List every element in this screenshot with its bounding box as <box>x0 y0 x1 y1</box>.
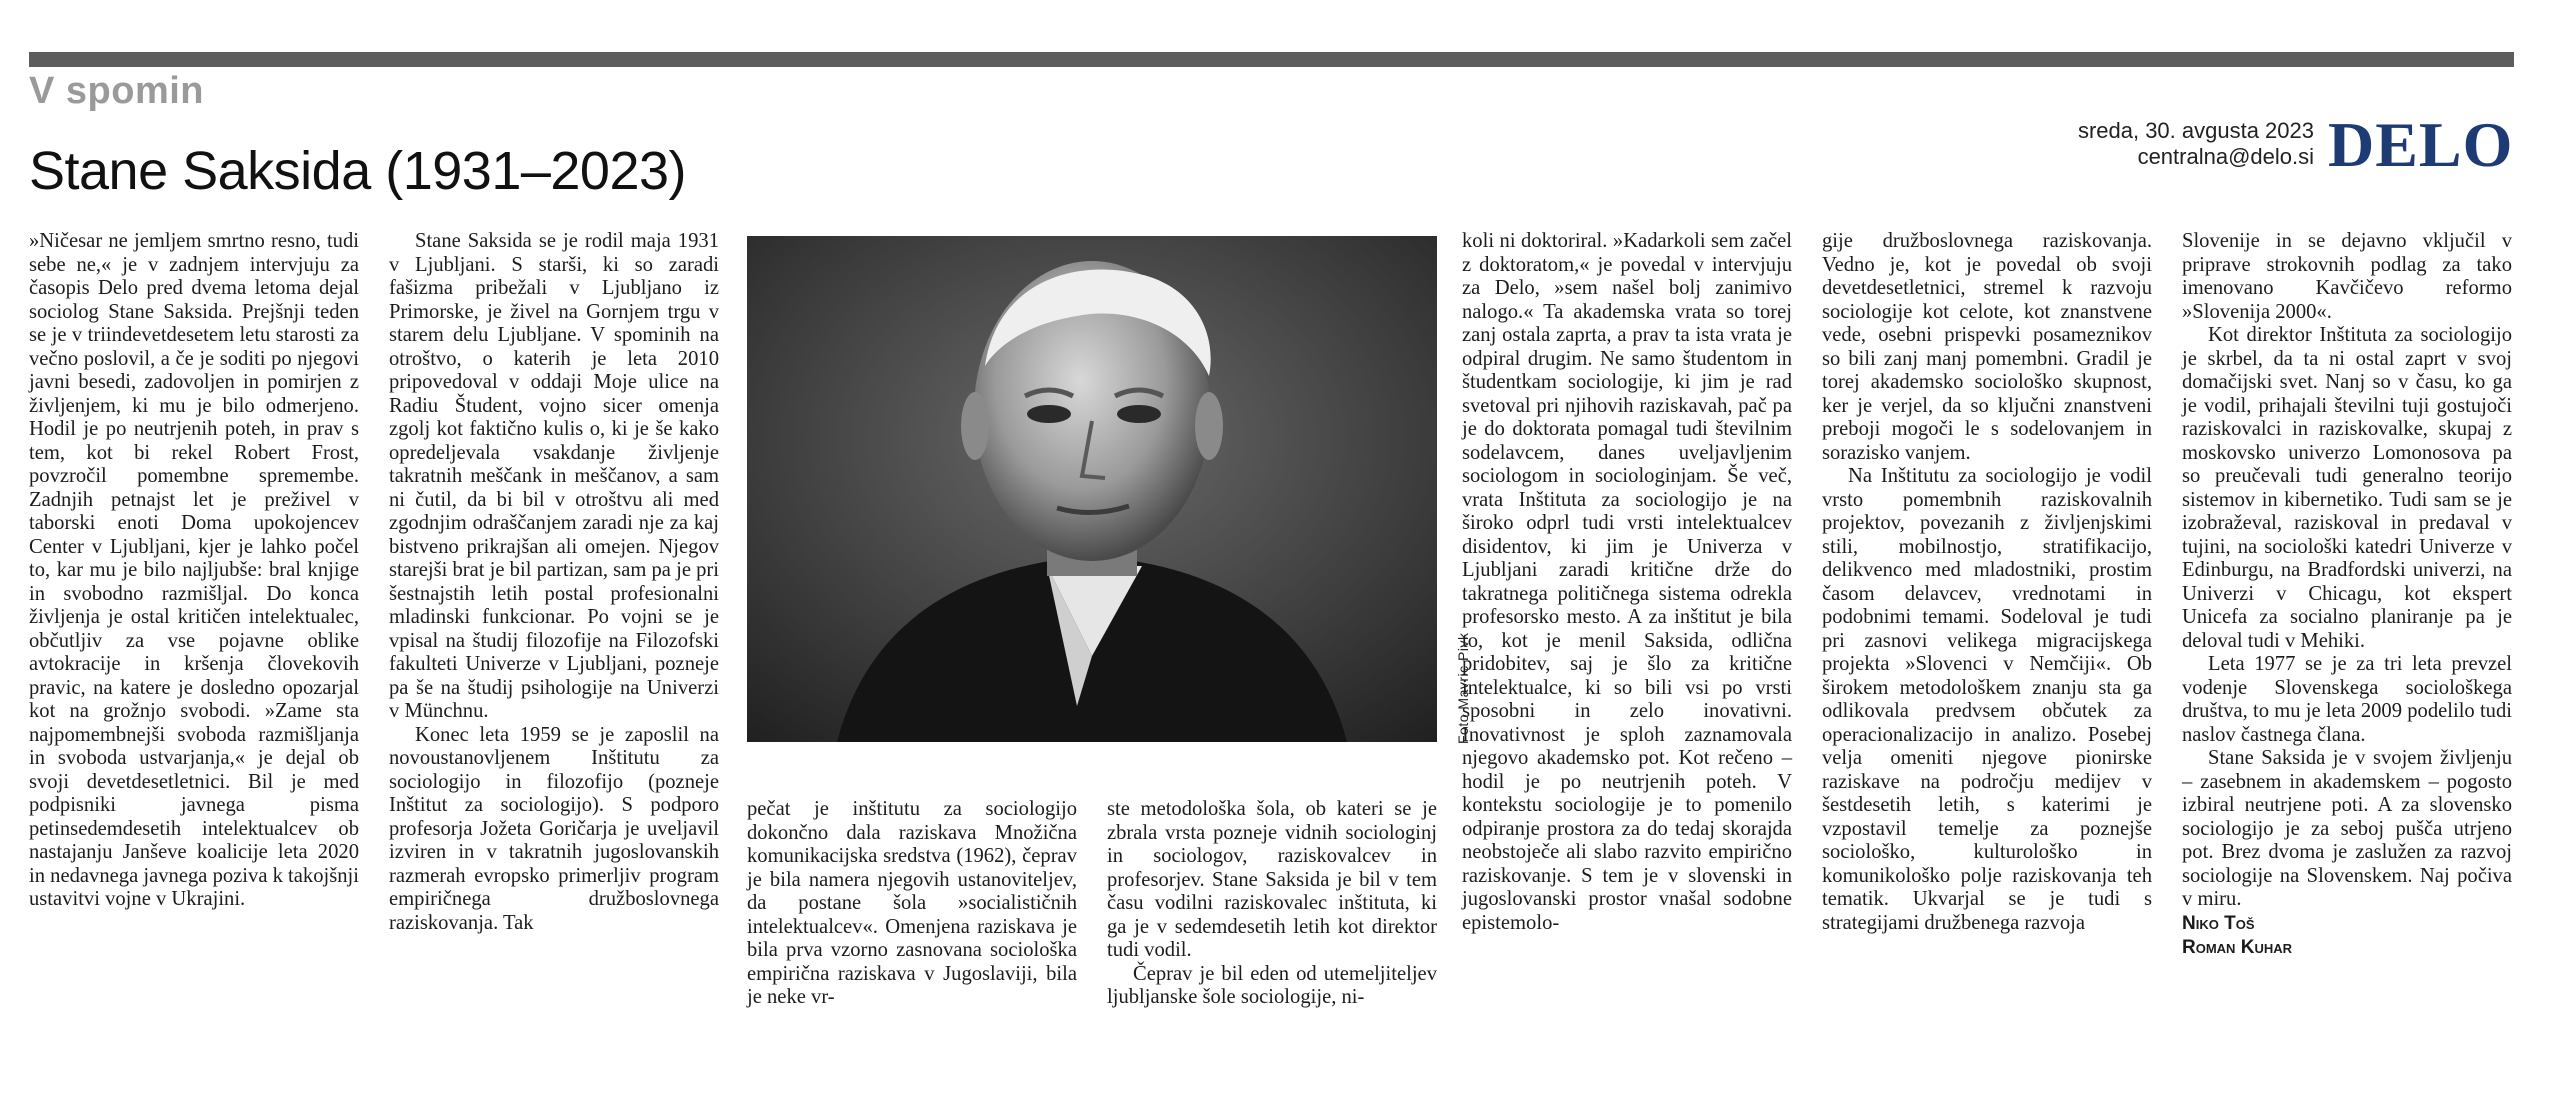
paragraph: Čeprav je bil eden od utemeljiteljev ljubljanske šole sociologije, ni- <box>1107 962 1437 1008</box>
article-column-6 <box>1822 230 2152 935</box>
article-column-5 <box>1462 230 1792 935</box>
paragraph: gije družboslovnega raziskovanja. Vedno je, kot je povedal ob svoji devetdesetletnici, stremel k razvoju sociologije kot celote, kot znanstvene vede, osebni prispevki posameznikov so bili zanj manj pomembni. Gradil je torej akademsko sociološko skupnost, ker je verjel, da so ključni znanstveni preboji mogoči le s sodelovanjem in sorazisko vanjem. <box>1822 230 2152 464</box>
paragraph: koli ni doktoriral. »Kadarkoli sem začel z doktoratom,« je povedal v intervjuju za Delo, »sem našel bolj zanimivo nalogo.« Ta akademska vrata so torej zanj ostala zaprta, a prav ta ista vrata je odpiral drugim. Ne samo študentom in študentkam sociologije, ki jim je rad svetoval pri njihovih raziskavah, pač pa je do doktorata pomagal tudi številnim sodelavcem, danes uveljavljenim sociologom in sociologinjam. Še več, vrata Inštituta za sociologijo je na široko odprl tudi vrsti intelektualcev disidentov, ki jim je Univerza v Ljubljani zaradi kritične drže do takratnega političnega sistema odrekla profesorsko mesto. A za inštitut je bila to, kot je menil Saksida, odlična pridobitev, saj je šlo za kritične intelektualce, ki so bili vsi po vrsti sposobni in zelo inovativni. Inovativnost je sploh zaznamovala njegovo akademsko pot. Kot rečeno – hodil je po neutrjenih poteh. V kontekstu sociologije je to pomenilo odpiranje prostora za do tedaj skorajda neobstoječe ali slabo razvito empirično raziskovanje. S tem je v slovenski in jugoslovanski prostor vnašal sodobne epistemolo- <box>1462 230 1792 934</box>
delo-logo: DELO <box>2328 109 2514 180</box>
author-name: Roman Kuhar <box>2182 936 2292 958</box>
article-column-1 <box>29 230 359 912</box>
paragraph: Stane Saksida je v svojem življenju – zasebnem in akademskem – pogosto izbiral neutrjene poti. A za slovensko sociologijo je za seboj pušča utrjeno pot. Brez dvoma je zaslužen za razvoj sociologije na Slovenskem. Naj počiva v miru. <box>2182 747 2512 910</box>
article-column-4 <box>1107 798 1437 1010</box>
paragraph: Konec leta 1959 se je zaposlil na novoustanovljenem Inštitutu za sociologijo in filozofijo (pozneje Inštitut za sociologijo). S podporo profesorja Jožeta Goričarja je uveljavil izviren in v takratnih jugoslovanskih razmerah evropsko primerljiv program empiričnega družboslovnega raziskovanja. Tak <box>389 723 719 934</box>
portrait-image <box>747 236 1437 742</box>
paragraph: Na Inštitutu za sociologijo je vodil vrsto pomembnih raziskovalnih projektov, povezanih z življenjskimi stili, mobilnostjo, stratifikacijo, delikvenco med mladostniki, prostim časom delavcev, vrednotami in podobnimi temami. Sodeloval je tudi pri zasnovi velikega migracijskega projekta »Slovenci v Nemčiji«. Ob širokem metodološkem znanju sta ga odlikovala predvsem občutek za operacionalizacijo in analizo. Posebej velja omeniti njegove pionirske raziskave na področju medijev v šestdesetih letih, s katerimi je vzpostavil temelje za poznejše sociološko, kulturološko in komunikološko polje raziskovanja teh tematik. Ukvarjal se je tudi s strategijami družbenega razvoja <box>1822 465 2152 934</box>
paragraph: Kot direktor Inštituta za sociologijo je skrbel, da ta ni ostal zaprt v svoj domačijski svet. Nanj so v času, ko ga je vodil, prihajali številni tuji gostujoči raziskovalci in raziskovalke, skupaj z moskovsko univerzo Lomonosova pa so preučevali tudi generalno teorijo sistemov in kibernetiko. Tudi sam se je izobraževal, raziskoval in predaval v tujini, na sociološki katedri Univerze v Edinburgu, na Bradfordski univerzi, na Univerzi v Chicagu, kot ekspert Unicefa za socialno planiranje pa je deloval tudi v Mehiki. <box>2182 324 2512 652</box>
author-byline <box>2182 912 2512 960</box>
publication-date: sreda, 30. avgusta 2023 <box>2077 118 2314 143</box>
article-column-7 <box>2182 230 2512 960</box>
article-column-2 <box>389 230 719 935</box>
paragraph: Leta 1977 se je za tri leta prevzel vodenje Slovenskega sociološkega društva, to mu je leta 2009 podelilo tudi naslov častnega člana. <box>2182 653 2512 746</box>
paragraph: ste metodološka šola, ob kateri se je zbrala vrsta pozneje vidnih sociologinj in sociologov, raziskovalcev in profesorjev. Stane Saksida je bil v tem času vodilni raziskovalec inštituta, ki ga je v sedemdesetih letih kot direktor tudi vodil. <box>1107 798 1437 961</box>
paragraph: pečat je inštitutu za sociologijo dokončno dala raziskava Množična komunikacijska sredstva (1962), čeprav je bila namera njegovih ustanoviteljev, da postane šola »socialističnih intelektualcev«. Omenjena raziskava je bila prva vzorno zasnovana sociološka empirična raziskava v Jugoslaviji, bila je neke vr- <box>747 798 1077 1008</box>
top-rule <box>29 52 2514 67</box>
paragraph: Slovenije in se dejavno vključil v priprave strokovnih podlag za tako imenovano Kavčičevo reformo »Slovenija 2000«. <box>2182 230 2512 323</box>
paragraph: »Ničesar ne jemljem smrtno resno, tudi sebe ne,« je v zadnjem intervjuju za časopis Delo pred dvema letoma dejal sociolog Stane Saksida. Prejšnji teden se je v triindevetdesetem letu starosti za večno poslovil, a če je soditi po njegovi javni besedi, zadovoljen in pomirjen z življenjem, ki mu je bilo odmerjeno. Hodil je po neutrjenih poteh, in prav s tem, kot bi rekel Robert Frost, povzročil pomembne spremembe. Zadnjih petnajst let je preživel v taborski enoti Doma upokojencev Center v Ljubljani, kjer je lahko počel to, kar mu je bilo najljubše: bral knjige in svobodno razmišljal. Do konca življenja je ostal kritičen intelektualec, občutljiv za vse pojavne oblike avtokracije in kršenja človekovih pravic, na katere je dosledno opozarjal kot na grožnjo svobodi. »Zame sta najpomembnejši svoboda razmišljanja in svoboda ustvarjanja,« je dejal ob svoji devetdesetletnici. Bil je med podpisniki javnega pisma petinsedemdesetih intelektualcev ob nastajanju Janševe koalicije leta 2020 in nedavnega javnega poziva k takojšnji ustavitvi vojne v Ukrajini. <box>29 230 359 910</box>
article-column-3 <box>747 798 1077 1010</box>
section-label: V spomin <box>29 70 205 112</box>
contact-email[interactable]: centralna@delo.si <box>2137 144 2314 169</box>
photo-credit: Foto Mavric Pivk <box>1455 632 1471 744</box>
author-name: Niko Toš <box>2182 912 2255 934</box>
article-headline: Stane Saksida (1931–2023) <box>29 141 686 201</box>
publication-meta <box>2078 118 2314 170</box>
portrait-photo <box>747 236 1437 742</box>
paragraph: Stane Saksida se je rodil maja 1931 v Ljubljani. S starši, ki so zaradi fašizma pribežali v Ljubljano iz Primorske, je živel na Gornjem trgu v starem delu Ljubljane. V spominih na otroštvo, o katerih je leta 2010 pripovedoval v oddaji Moje ulice na Radiu Študent, vojno sicer omenja zgolj kot faktično kulis o, ki je še kako opredeljevala vsakdanje življenje takratnih meščank in meščanov, a sam ni čutil, da bi bil v otroštvu ali med zgodnjim odraščanjem zaradi nje za kaj bistveno prikrajšan ali omejen. Njegov starejši brat je bil partizan, sam pa je pri šestnajstih letih postal profesionalni mladinski funkcionar. Po vojni se je vpisal na študij filozofije na Filozofski fakulteti Univerze v Ljubljani, pozneje pa še na študij psihologije na Univerzi v Münchnu. <box>389 230 719 722</box>
